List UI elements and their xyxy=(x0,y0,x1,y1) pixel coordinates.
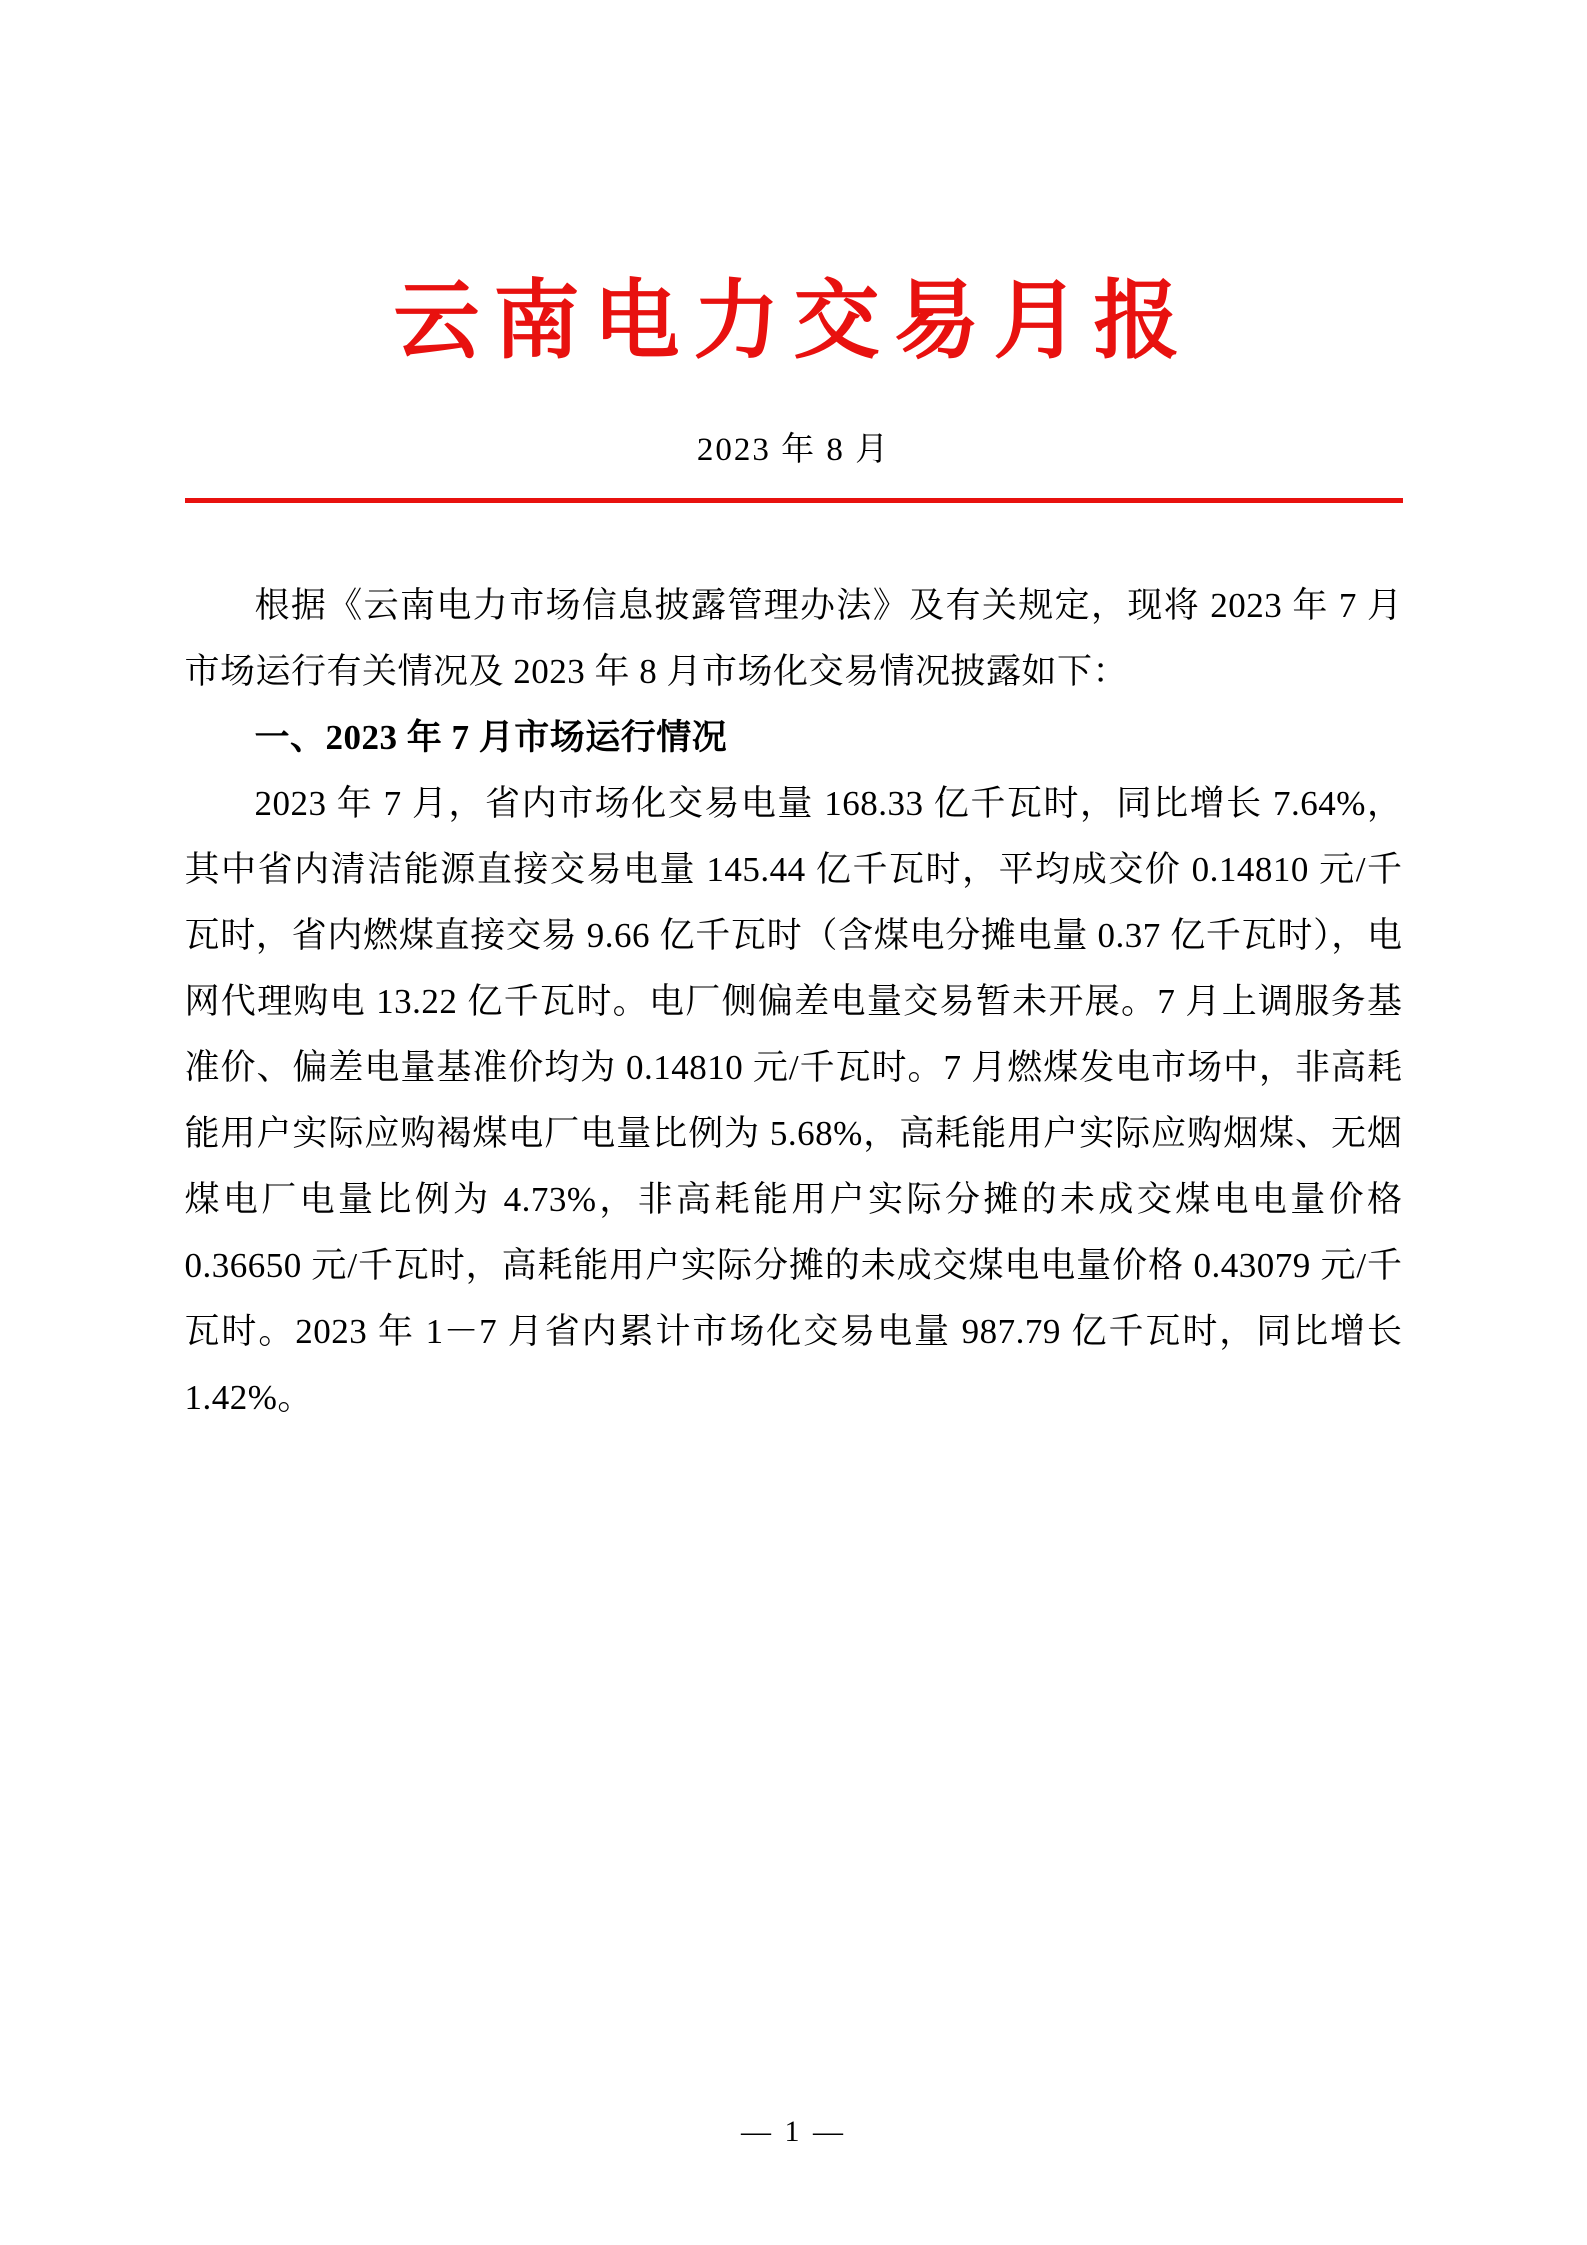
document-subtitle: 2023 年 8 月 xyxy=(696,431,891,468)
paragraph-july-market-detail: 2023 年 7 月，省内市场化交易电量 168.33 亿千瓦时，同比增长 7.64%，其中省内清洁能源直接交易电量 145.44 亿千瓦时，平均成交价 0.14810 元/千瓦时，省内燃煤直接交易 9.66 亿千瓦时（含煤电分摊电量 0.37 亿千瓦时），电网代理购电 13.22 亿千瓦时。电厂侧偏差电量交易暂未开展。7 月上调服务基准价、偏差电量基准价均为 0.14810 元/千瓦时。7 月燃煤发电市场中，非高耗能用户实际应购褐煤电厂电量比例为 5.68%，高耗能用户实际应购烟煤、无烟煤电厂电量比例为 4.73%，非高耗能用户实际分摊的未成交煤电电量价格 0.36650 元/千瓦时，高耗能用户实际分摊的未成交煤电电量价格 0.43079 元/千瓦时。2023 年 1－7 月省内累计市场化交易电量 987.79 亿千瓦时，同比增长 1.42%。 xyxy=(184,783,1403,1417)
page-title: 云南电力交易月报 xyxy=(393,273,1194,369)
paragraph-intro: 根据《云南电力市场信息披露管理办法》及有关规定，现将 2023 年 7 月市场运行有关情况及 2023 年 8 月市场化交易情况披露如下： xyxy=(184,585,1403,691)
page-number: — 1 — xyxy=(741,2115,846,2148)
document-body xyxy=(185,503,1403,1431)
section-heading-july-market: 一、2023 年 7 月市场运行情况 xyxy=(254,717,728,757)
